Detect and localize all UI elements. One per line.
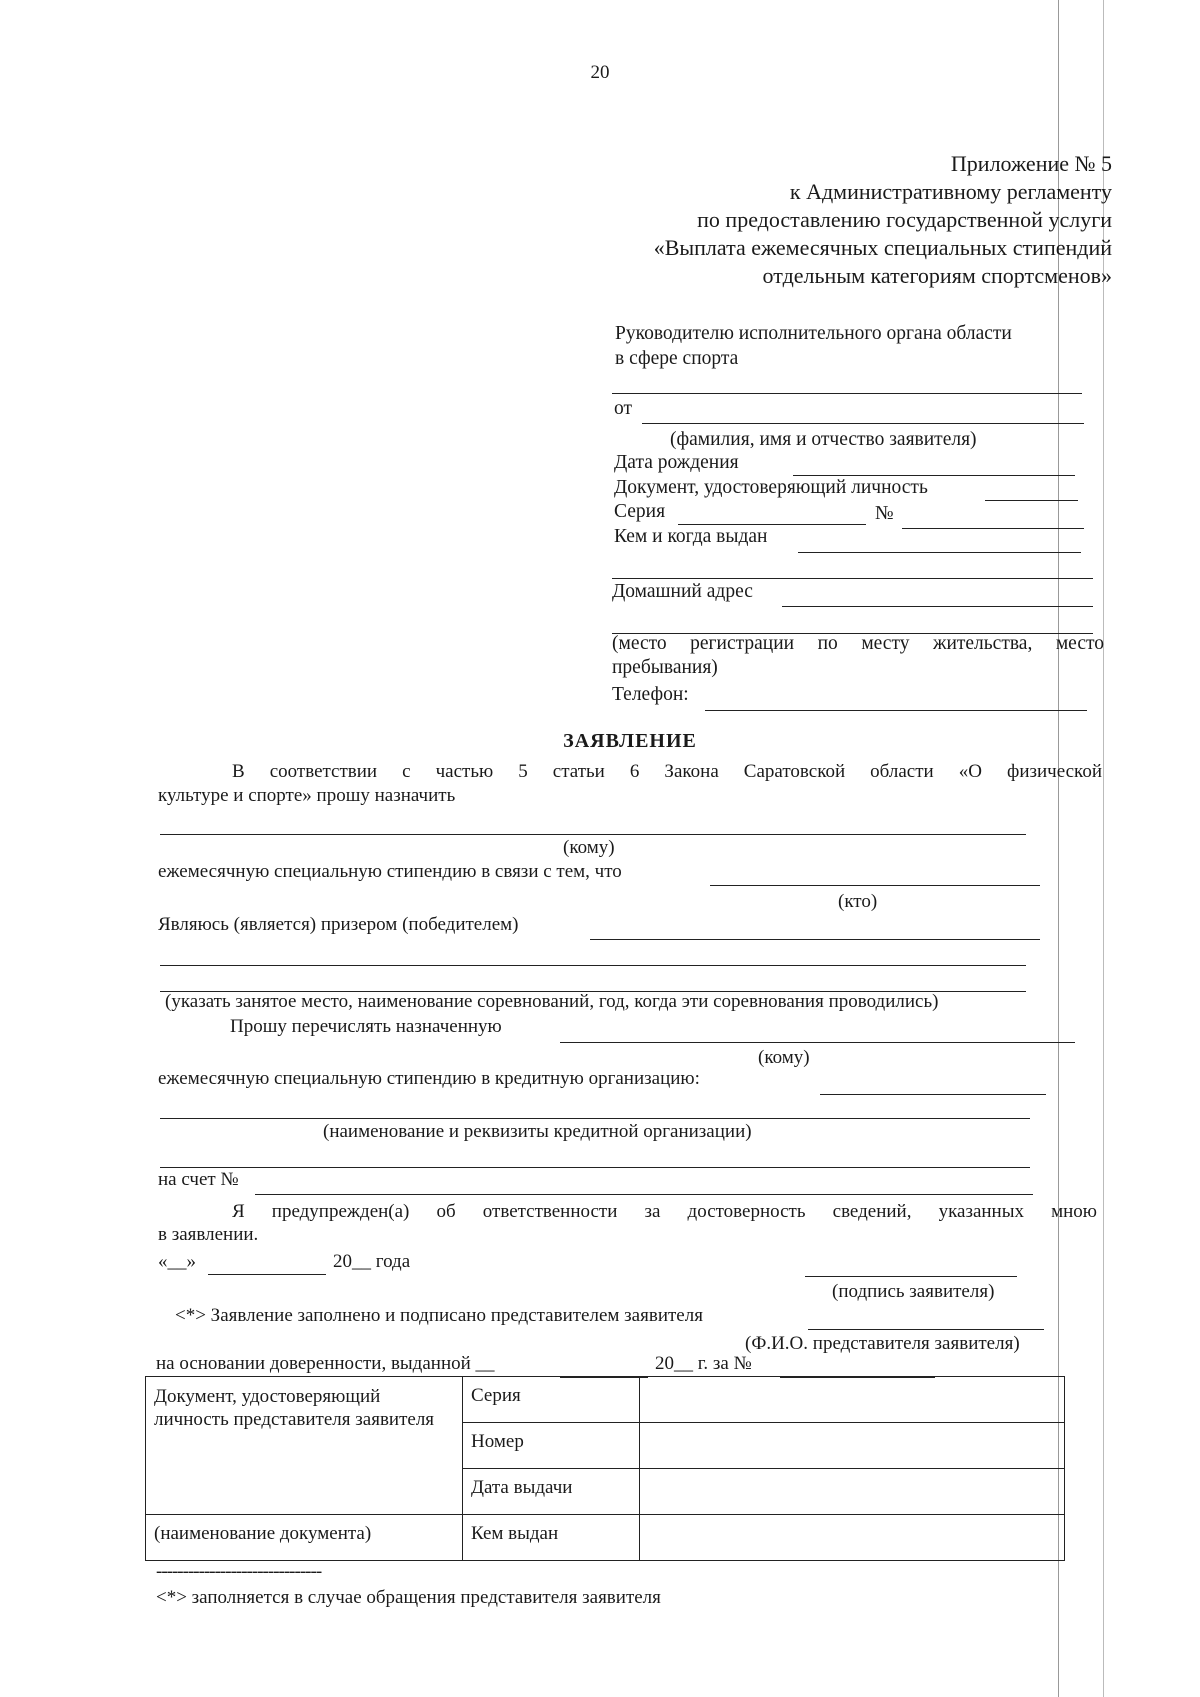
power-of-attorney: на основании доверенности, выданной __ <box>156 1353 495 1374</box>
whom-field[interactable] <box>160 834 1026 835</box>
phone-label: Телефон: <box>612 684 689 705</box>
issued-by-value-cell[interactable] <box>640 1515 1065 1561</box>
intro-line-2: культуре и спорте» прошу назначить <box>158 785 456 806</box>
from-label: от <box>614 398 633 419</box>
from-field-line[interactable] <box>642 423 1084 424</box>
number-field[interactable] <box>902 528 1084 529</box>
header-line-2: к Административному регламенту <box>789 179 1112 204</box>
home-address-field[interactable] <box>782 606 1093 607</box>
stipend-reason: ежемесячную специальную стипендию в связи с тем, что <box>158 861 622 882</box>
issue-date-value-cell[interactable] <box>640 1469 1065 1515</box>
number-label: № <box>875 503 894 524</box>
transfer-field[interactable] <box>560 1042 1075 1043</box>
account-field[interactable] <box>255 1194 1033 1195</box>
header-line-5: отдельным категориям спортсменов» <box>762 263 1112 288</box>
number-value-cell[interactable] <box>640 1423 1065 1469</box>
credit-org-field[interactable] <box>820 1094 1046 1095</box>
date-year: 20__ года <box>333 1251 411 1272</box>
issued-field[interactable] <box>798 552 1081 553</box>
addressee-line-2: в сфере спорта <box>615 348 739 369</box>
birth-date-label: Дата рождения <box>614 452 739 473</box>
row-label-number: Номер <box>463 1423 640 1469</box>
intro-line-1: В соответствии с частью 5 статьи 6 Закона Саратовской области «О физической <box>232 761 1102 782</box>
footnote-separator: ------------------------------- <box>156 1561 322 1582</box>
transfer-label: Прошу перечислять назначенную <box>230 1016 502 1037</box>
winner-field[interactable] <box>590 939 1040 940</box>
doc-label-cell: Документ, удостоверяющий личность представителя заявителя <box>146 1377 463 1515</box>
addressee-blank-line[interactable] <box>612 393 1082 394</box>
addressee-line-1: Руководителю исполнительного органа области <box>615 323 1012 344</box>
credit-org-label: ежемесячную специальную стипендию в кредитную организацию: <box>158 1068 700 1089</box>
credit-org-field-2[interactable] <box>160 1118 1030 1119</box>
row-label-issue-date: Дата выдачи <box>463 1469 640 1515</box>
row-label-issued-by: Кем выдан <box>463 1515 640 1561</box>
home-address-label: Домашний адрес <box>612 581 753 602</box>
header-line-1: Приложение № 5 <box>950 151 1112 176</box>
series-label: Серия <box>614 501 666 522</box>
warning-line-2: в заявлении. <box>158 1224 259 1245</box>
date-day: «__» <box>158 1251 196 1272</box>
issued-field-2[interactable] <box>612 578 1093 579</box>
id-doc-label: Документ, удостоверяющий личность <box>614 477 928 498</box>
address-hint-2: пребывания) <box>612 657 718 678</box>
winner-label: Являюсь (является) призером (победителем) <box>158 914 519 935</box>
account-label: на счет № <box>158 1169 239 1190</box>
warning-line-1: Я предупрежден(а) об ответственности за достоверность сведений, указанных мною <box>232 1201 1097 1222</box>
whom-hint: (кому) <box>563 837 615 858</box>
page-number: 20 <box>590 62 610 83</box>
issued-label: Кем и когда выдан <box>614 526 768 547</box>
date-month-field[interactable] <box>208 1274 326 1275</box>
statement-title: ЗАЯВЛЕНИЕ <box>563 730 697 752</box>
row-label-series: Серия <box>463 1377 640 1423</box>
credit-org-field-3[interactable] <box>160 1167 1030 1168</box>
rep-id-table <box>145 1376 1065 1561</box>
representative-label: <*> Заявление заполнено и подписано представителем заявителя <box>175 1305 703 1326</box>
representative-field[interactable] <box>808 1329 1044 1330</box>
header-line-4: «Выплата ежемесячных специальных стипендий <box>653 235 1112 260</box>
phone-field[interactable] <box>705 710 1087 711</box>
id-doc-field[interactable] <box>985 500 1078 501</box>
place-hint: (указать занятое место, наименование соревнований, год, когда эти соревнования проводились) <box>165 991 939 1012</box>
header-line-3: по предоставлению государственной услуги <box>697 207 1112 232</box>
from-hint: (фамилия, имя и отчество заявителя) <box>670 429 977 450</box>
series-value-cell[interactable] <box>640 1377 1065 1423</box>
credit-hint: (наименование и реквизиты кредитной организации) <box>323 1121 752 1142</box>
footnote-text: <*> заполняется в случае обращения представителя заявителя <box>156 1587 661 1608</box>
address-hint-1: (место регистрации по месту жительства, место <box>612 633 1104 654</box>
whom-hint-2: (кому) <box>758 1047 810 1068</box>
who-hint: (кто) <box>838 891 878 912</box>
winner-field-2[interactable] <box>160 965 1026 966</box>
reason-field[interactable] <box>710 885 1040 886</box>
doc-name-hint: (наименование документа) <box>146 1515 463 1561</box>
rep-hint: (Ф.И.О. представителя заявителя) <box>745 1333 1020 1354</box>
signature-field[interactable] <box>805 1276 1017 1277</box>
signature-hint: (подпись заявителя) <box>832 1281 995 1302</box>
poa-year: 20__ г. за № <box>655 1353 752 1374</box>
